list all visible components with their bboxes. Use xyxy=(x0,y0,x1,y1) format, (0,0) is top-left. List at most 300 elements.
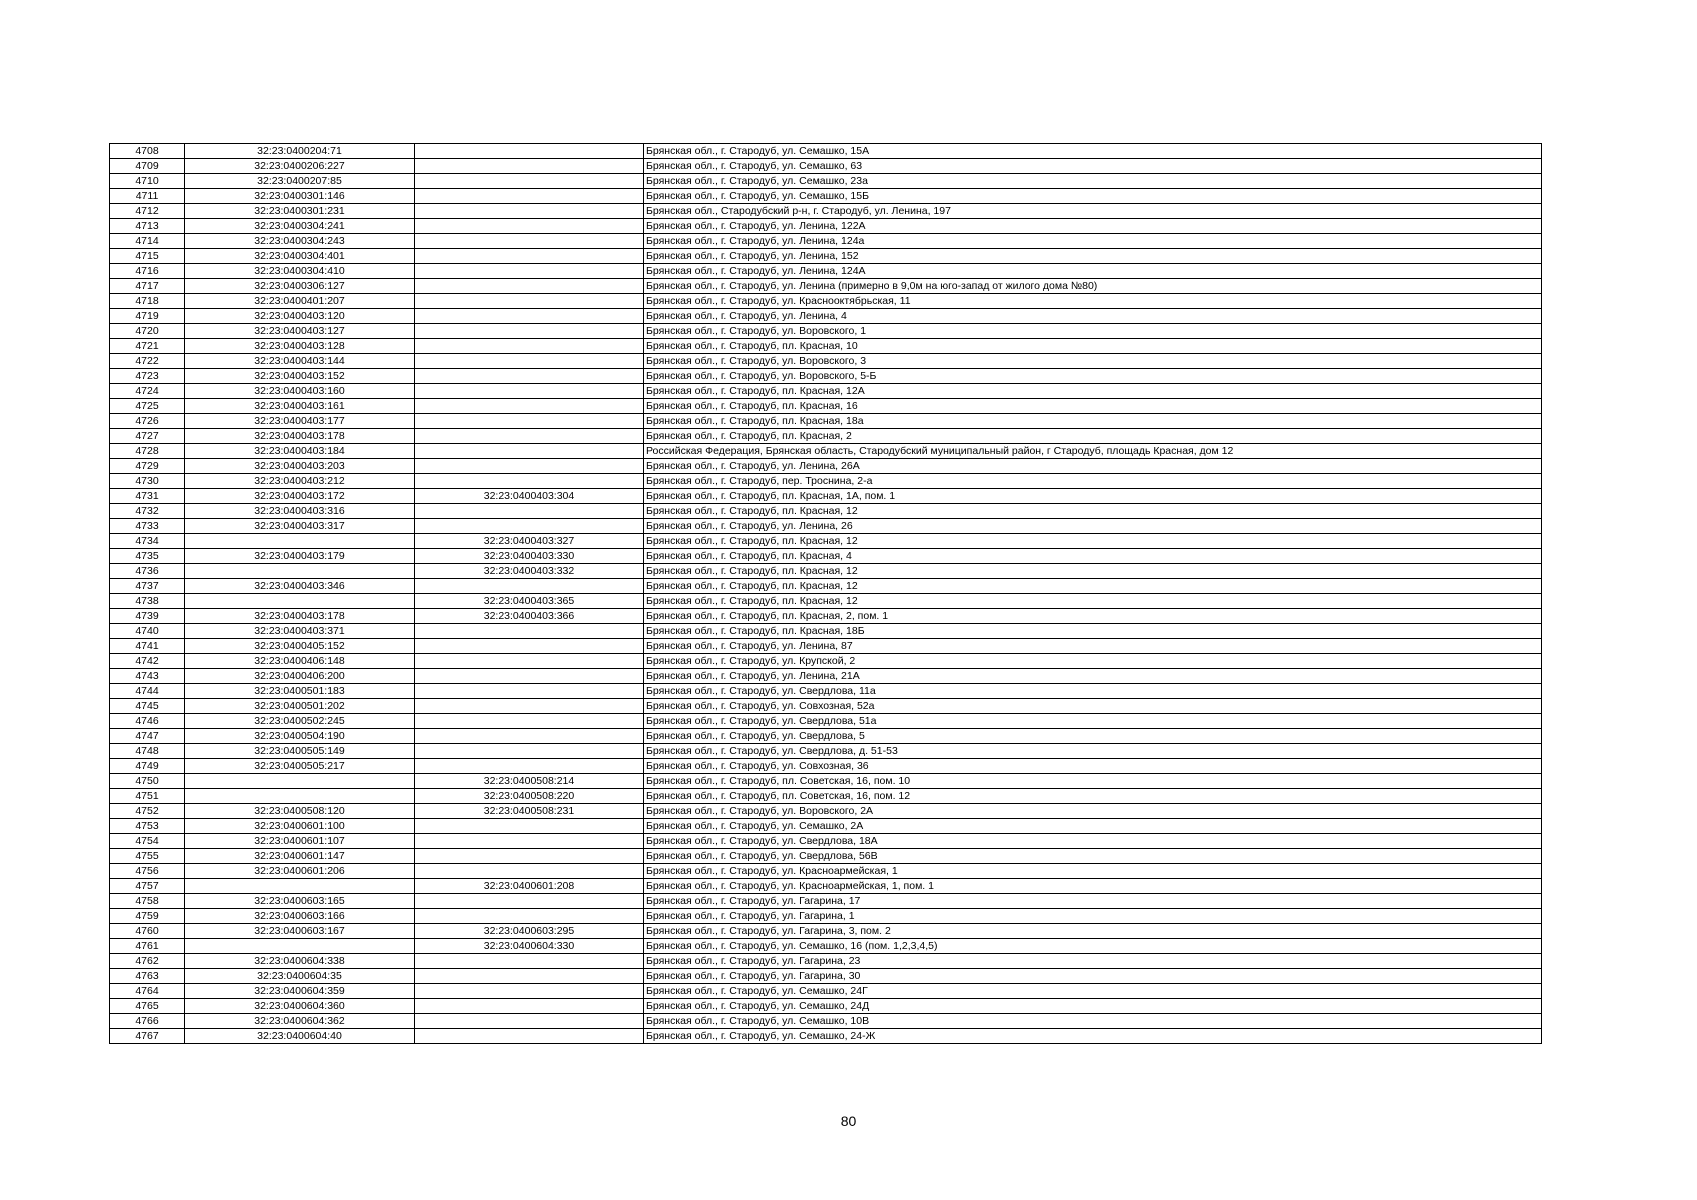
row-number-cell: 4751 xyxy=(110,789,185,804)
page-number: 80 xyxy=(840,1113,857,1129)
cadastral-number-cell: 32:23:0400301:146 xyxy=(185,189,415,204)
cadastral-number-cell: 32:23:0400604:40 xyxy=(185,1029,415,1044)
address-cell: Брянская обл., г. Стародуб, ул. Воровского, 5-Б xyxy=(644,369,1542,384)
address-cell: Брянская обл., г. Стародуб, ул. Совхозная, 52а xyxy=(644,699,1542,714)
address-cell: Брянская обл., г. Стародуб, ул. Семашко, 10В xyxy=(644,1014,1542,1029)
cadastral-number-cell: 32:23:0400304:243 xyxy=(185,234,415,249)
address-cell: Брянская обл., г. Стародуб, ул. Семашко, 24-Ж xyxy=(644,1029,1542,1044)
address-cell: Брянская обл., г. Стародуб, ул. Гагарина, 17 xyxy=(644,894,1542,909)
cadastral-number-cell xyxy=(185,789,415,804)
table-row xyxy=(110,579,1542,594)
cadastral-number-cell xyxy=(185,564,415,579)
cadastral-number-cell xyxy=(185,534,415,549)
row-number-cell: 4758 xyxy=(110,894,185,909)
cadastral-number-2-cell: 32:23:0400508:220 xyxy=(415,789,644,804)
row-number-cell: 4756 xyxy=(110,864,185,879)
cadastral-number-cell xyxy=(185,774,415,789)
row-number-cell: 4730 xyxy=(110,474,185,489)
cadastral-number-cell: 32:23:0400603:165 xyxy=(185,894,415,909)
cadastral-number-cell: 32:23:0400403:177 xyxy=(185,414,415,429)
table-row xyxy=(110,609,1542,624)
table-row xyxy=(110,189,1542,204)
cadastral-number-2-cell xyxy=(415,324,644,339)
row-number-cell: 4747 xyxy=(110,729,185,744)
cadastral-number-2-cell xyxy=(415,144,644,159)
table-row xyxy=(110,669,1542,684)
cadastral-number-2-cell: 32:23:0400403:332 xyxy=(415,564,644,579)
cadastral-number-cell: 32:23:0400304:241 xyxy=(185,219,415,234)
cadastral-number-2-cell xyxy=(415,264,644,279)
cadastral-number-2-cell xyxy=(415,309,644,324)
cadastral-number-cell: 32:23:0400403:203 xyxy=(185,459,415,474)
cadastral-number-cell: 32:23:0400403:371 xyxy=(185,624,415,639)
cadastral-number-2-cell xyxy=(415,429,644,444)
address-cell: Брянская обл., г. Стародуб, ул. Свердлова, 56В xyxy=(644,849,1542,864)
table-row xyxy=(110,249,1542,264)
cadastral-number-2-cell xyxy=(415,984,644,999)
address-cell: Брянская обл., г. Стародуб, ул. Воровского, 1 xyxy=(644,324,1542,339)
table-body xyxy=(110,144,1542,1044)
address-cell: Брянская обл., г. Стародуб, ул. Свердлова, д. 51-53 xyxy=(644,744,1542,759)
row-number-cell: 4740 xyxy=(110,624,185,639)
cadastral-number-cell: 32:23:0400403:346 xyxy=(185,579,415,594)
cadastral-number-2-cell xyxy=(415,354,644,369)
cadastral-number-2-cell xyxy=(415,969,644,984)
cadastral-number-cell: 32:23:0400603:166 xyxy=(185,909,415,924)
address-cell: Брянская обл., г. Стародуб, ул. Ленина, 124а xyxy=(644,234,1542,249)
address-cell: Брянская обл., г. Стародуб, ул. Свердлова, 18А xyxy=(644,834,1542,849)
table-row xyxy=(110,999,1542,1014)
cadastral-number-cell: 32:23:0400505:217 xyxy=(185,759,415,774)
table-row xyxy=(110,954,1542,969)
cadastral-number-2-cell xyxy=(415,1014,644,1029)
row-number-cell: 4755 xyxy=(110,849,185,864)
row-number-cell: 4712 xyxy=(110,204,185,219)
table-row xyxy=(110,279,1542,294)
row-number-cell: 4716 xyxy=(110,264,185,279)
address-cell: Брянская обл., г. Стародуб, пер. Троснина, 2-а xyxy=(644,474,1542,489)
cadastral-number-cell: 32:23:0400403:178 xyxy=(185,429,415,444)
row-number-cell: 4722 xyxy=(110,354,185,369)
table-row xyxy=(110,309,1542,324)
row-number-cell: 4725 xyxy=(110,399,185,414)
address-cell: Брянская обл., г. Стародуб, ул. Семашко, 15А xyxy=(644,144,1542,159)
cadastral-number-2-cell xyxy=(415,504,644,519)
row-number-cell: 4766 xyxy=(110,1014,185,1029)
cadastral-number-cell: 32:23:0400403:184 xyxy=(185,444,415,459)
address-cell: Брянская обл., г. Стародуб, пл. Красная, 1А, пом. 1 xyxy=(644,489,1542,504)
address-cell: Брянская обл., г. Стародуб, пл. Советская, 16, пом. 12 xyxy=(644,789,1542,804)
row-number-cell: 4718 xyxy=(110,294,185,309)
address-cell: Брянская обл., г. Стародуб, ул. Ленина, 21А xyxy=(644,669,1542,684)
row-number-cell: 4738 xyxy=(110,594,185,609)
cadastral-number-2-cell xyxy=(415,459,644,474)
table-row xyxy=(110,324,1542,339)
row-number-cell: 4767 xyxy=(110,1029,185,1044)
cadastral-number-2-cell xyxy=(415,834,644,849)
cadastral-number-2-cell xyxy=(415,384,644,399)
cadastral-number-cell: 32:23:0400604:362 xyxy=(185,1014,415,1029)
address-cell: Брянская обл., г. Стародуб, ул. Ленина, 152 xyxy=(644,249,1542,264)
table-row xyxy=(110,774,1542,789)
table-row xyxy=(110,714,1542,729)
table-row xyxy=(110,204,1542,219)
cadastral-number-cell: 32:23:0400502:245 xyxy=(185,714,415,729)
cadastral-number-2-cell xyxy=(415,519,644,534)
table-row xyxy=(110,849,1542,864)
table-row xyxy=(110,369,1542,384)
cadastral-number-cell: 32:23:0400204:71 xyxy=(185,144,415,159)
cadastral-number-cell xyxy=(185,594,415,609)
row-number-cell: 4752 xyxy=(110,804,185,819)
cadastral-number-cell: 32:23:0400403:144 xyxy=(185,354,415,369)
cadastral-number-2-cell xyxy=(415,414,644,429)
cadastral-number-cell: 32:23:0400403:128 xyxy=(185,339,415,354)
cadastral-number-2-cell: 32:23:0400601:208 xyxy=(415,879,644,894)
cadastral-number-2-cell xyxy=(415,249,644,264)
cadastral-number-2-cell: 32:23:0400604:330 xyxy=(415,939,644,954)
cadastral-number-2-cell xyxy=(415,279,644,294)
address-cell: Брянская обл., г. Стародуб, ул. Семашко, 16 (пом. 1,2,3,4,5) xyxy=(644,939,1542,954)
table-row xyxy=(110,804,1542,819)
cadastral-number-2-cell xyxy=(415,759,644,774)
address-cell: Брянская обл., г. Стародуб, пл. Красная, 2, пом. 1 xyxy=(644,609,1542,624)
row-number-cell: 4736 xyxy=(110,564,185,579)
row-number-cell: 4748 xyxy=(110,744,185,759)
cadastral-number-cell: 32:23:0400403:160 xyxy=(185,384,415,399)
table-row xyxy=(110,639,1542,654)
address-cell: Брянская обл., г. Стародуб, ул. Семашко, 2А xyxy=(644,819,1542,834)
cadastral-number-2-cell xyxy=(415,234,644,249)
row-number-cell: 4717 xyxy=(110,279,185,294)
table-row xyxy=(110,879,1542,894)
address-cell: Брянская обл., г. Стародуб, ул. Гагарина, 30 xyxy=(644,969,1542,984)
cadastral-number-cell: 32:23:0400604:359 xyxy=(185,984,415,999)
cadastral-number-cell: 32:23:0400401:207 xyxy=(185,294,415,309)
table-row xyxy=(110,594,1542,609)
cadastral-number-cell: 32:23:0400403:316 xyxy=(185,504,415,519)
address-cell: Брянская обл., г. Стародуб, пл. Красная, 12А xyxy=(644,384,1542,399)
table-row xyxy=(110,819,1542,834)
cadastral-number-2-cell xyxy=(415,819,644,834)
cadastral-number-cell: 32:23:0400403:212 xyxy=(185,474,415,489)
address-cell: Брянская обл., г. Стародуб, ул. Свердлова, 51а xyxy=(644,714,1542,729)
cadastral-number-2-cell xyxy=(415,669,644,684)
address-cell: Брянская обл., г. Стародуб, ул. Семашко, 24Г xyxy=(644,984,1542,999)
cadastral-number-2-cell xyxy=(415,654,644,669)
row-number-cell: 4720 xyxy=(110,324,185,339)
address-cell: Брянская обл., г. Стародуб, ул. Ленина, 122А xyxy=(644,219,1542,234)
cadastral-number-cell: 32:23:0400207:85 xyxy=(185,174,415,189)
cadastral-number-cell: 32:23:0400601:147 xyxy=(185,849,415,864)
address-cell: Брянская обл., г. Стародуб, ул. Красноармейская, 1, пом. 1 xyxy=(644,879,1542,894)
address-cell: Брянская обл., г. Стародуб, ул. Ленина, 124А xyxy=(644,264,1542,279)
table-row xyxy=(110,789,1542,804)
table-row xyxy=(110,729,1542,744)
row-number-cell: 4762 xyxy=(110,954,185,969)
cadastral-number-2-cell xyxy=(415,294,644,309)
address-cell: Брянская обл., г. Стародуб, пл. Красная, 12 xyxy=(644,594,1542,609)
row-number-cell: 4724 xyxy=(110,384,185,399)
table-row xyxy=(110,909,1542,924)
row-number-cell: 4741 xyxy=(110,639,185,654)
address-cell: Брянская обл., г. Стародуб, ул. Воровского, 3 xyxy=(644,354,1542,369)
row-number-cell: 4743 xyxy=(110,669,185,684)
address-cell: Брянская обл., г. Стародуб, ул. Гагарина, 1 xyxy=(644,909,1542,924)
row-number-cell: 4708 xyxy=(110,144,185,159)
cadastral-number-2-cell xyxy=(415,339,644,354)
cadastral-number-2-cell: 32:23:0400403:327 xyxy=(415,534,644,549)
cadastral-number-2-cell xyxy=(415,174,644,189)
cadastral-number-2-cell xyxy=(415,189,644,204)
table-row xyxy=(110,159,1542,174)
address-cell: Брянская обл., г. Стародуб, ул. Совхозная, 36 xyxy=(644,759,1542,774)
row-number-cell: 4744 xyxy=(110,684,185,699)
address-cell: Брянская обл., г. Стародуб, пл. Красная, 16 xyxy=(644,399,1542,414)
table-row xyxy=(110,744,1542,759)
table-row xyxy=(110,684,1542,699)
table-row xyxy=(110,939,1542,954)
cadastral-number-2-cell: 32:23:0400403:330 xyxy=(415,549,644,564)
cadastral-number-cell: 32:23:0400405:152 xyxy=(185,639,415,654)
cadastral-number-cell: 32:23:0400403:127 xyxy=(185,324,415,339)
cadastral-number-cell: 32:23:0400501:202 xyxy=(185,699,415,714)
row-number-cell: 4742 xyxy=(110,654,185,669)
table-row xyxy=(110,474,1542,489)
row-number-cell: 4760 xyxy=(110,924,185,939)
row-number-cell: 4729 xyxy=(110,459,185,474)
table-row xyxy=(110,234,1542,249)
cadastral-number-2-cell xyxy=(415,849,644,864)
address-cell: Брянская обл., г. Стародуб, ул. Семашко, 24Д xyxy=(644,999,1542,1014)
cadastral-number-cell: 32:23:0400604:338 xyxy=(185,954,415,969)
address-cell: Брянская обл., г. Стародуб, пл. Красная, 2 xyxy=(644,429,1542,444)
row-number-cell: 4757 xyxy=(110,879,185,894)
row-number-cell: 4746 xyxy=(110,714,185,729)
cadastral-number-cell: 32:23:0400206:227 xyxy=(185,159,415,174)
address-cell: Брянская обл., Стародубский р-н, г. Стародуб, ул. Ленина, 197 xyxy=(644,204,1542,219)
table-row xyxy=(110,1029,1542,1044)
row-number-cell: 4732 xyxy=(110,504,185,519)
cadastral-number-cell: 32:23:0400403:161 xyxy=(185,399,415,414)
cadastral-number-cell: 32:23:0400306:127 xyxy=(185,279,415,294)
cadastral-number-2-cell: 32:23:0400508:231 xyxy=(415,804,644,819)
cadastral-number-2-cell xyxy=(415,399,644,414)
cadastral-number-cell: 32:23:0400403:152 xyxy=(185,369,415,384)
row-number-cell: 4745 xyxy=(110,699,185,714)
row-number-cell: 4759 xyxy=(110,909,185,924)
table-row xyxy=(110,429,1542,444)
address-cell: Брянская обл., г. Стародуб, ул. Гагарина, 3, пом. 2 xyxy=(644,924,1542,939)
address-cell: Брянская обл., г. Стародуб, ул. Семашко, 15Б xyxy=(644,189,1542,204)
cadastral-number-2-cell xyxy=(415,624,644,639)
cadastral-number-cell: 32:23:0400403:172 xyxy=(185,489,415,504)
row-number-cell: 4711 xyxy=(110,189,185,204)
row-number-cell: 4754 xyxy=(110,834,185,849)
cadastral-number-cell: 32:23:0400604:35 xyxy=(185,969,415,984)
table-row xyxy=(110,414,1542,429)
cadastral-number-cell: 32:23:0400403:317 xyxy=(185,519,415,534)
row-number-cell: 4750 xyxy=(110,774,185,789)
cadastral-number-2-cell xyxy=(415,894,644,909)
cadastral-table xyxy=(109,143,1542,1044)
table-row xyxy=(110,339,1542,354)
table-row xyxy=(110,654,1542,669)
address-cell: Брянская обл., г. Стародуб, пл. Красная, 10 xyxy=(644,339,1542,354)
cadastral-number-cell: 32:23:0400304:401 xyxy=(185,249,415,264)
table-row xyxy=(110,984,1542,999)
cadastral-number-2-cell: 32:23:0400508:214 xyxy=(415,774,644,789)
row-number-cell: 4735 xyxy=(110,549,185,564)
cadastral-number-2-cell xyxy=(415,954,644,969)
cadastral-number-2-cell: 32:23:0400403:304 xyxy=(415,489,644,504)
cadastral-number-cell: 32:23:0400403:178 xyxy=(185,609,415,624)
row-number-cell: 4761 xyxy=(110,939,185,954)
table-row xyxy=(110,864,1542,879)
table-row xyxy=(110,174,1542,189)
cadastral-number-2-cell xyxy=(415,444,644,459)
address-cell: Брянская обл., г. Стародуб, ул. Красноармейская, 1 xyxy=(644,864,1542,879)
row-number-cell: 4710 xyxy=(110,174,185,189)
address-cell: Российская Федерация, Брянская область, Стародубский муниципальный район, г Стародуб, площадь Красная, дом 12 xyxy=(644,444,1542,459)
address-cell: Брянская обл., г. Стародуб, ул. Ленина, 26 xyxy=(644,519,1542,534)
address-cell: Брянская обл., г. Стародуб, ул. Краснооктябрьская, 11 xyxy=(644,294,1542,309)
address-cell: Брянская обл., г. Стародуб, ул. Ленина, 26А xyxy=(644,459,1542,474)
table-row xyxy=(110,219,1542,234)
cadastral-number-2-cell xyxy=(415,744,644,759)
address-cell: Брянская обл., г. Стародуб, пл. Красная, 12 xyxy=(644,504,1542,519)
cadastral-number-cell: 32:23:0400501:183 xyxy=(185,684,415,699)
row-number-cell: 4764 xyxy=(110,984,185,999)
row-number-cell: 4714 xyxy=(110,234,185,249)
row-number-cell: 4727 xyxy=(110,429,185,444)
cadastral-number-cell: 32:23:0400604:360 xyxy=(185,999,415,1014)
address-cell: Брянская обл., г. Стародуб, ул. Ленина (примерно в 9,0м на юго-запад от жилого дома №80) xyxy=(644,279,1542,294)
address-cell: Брянская обл., г. Стародуб, ул. Гагарина, 23 xyxy=(644,954,1542,969)
address-cell: Брянская обл., г. Стародуб, пл. Красная, 12 xyxy=(644,534,1542,549)
row-number-cell: 4737 xyxy=(110,579,185,594)
cadastral-number-cell: 32:23:0400505:149 xyxy=(185,744,415,759)
table-row xyxy=(110,699,1542,714)
address-cell: Брянская обл., г. Стародуб, ул. Воровского, 2А xyxy=(644,804,1542,819)
cadastral-number-cell: 32:23:0400508:120 xyxy=(185,804,415,819)
table-row xyxy=(110,399,1542,414)
cadastral-number-cell: 32:23:0400601:206 xyxy=(185,864,415,879)
cadastral-number-cell: 32:23:0400301:231 xyxy=(185,204,415,219)
table-row xyxy=(110,264,1542,279)
row-number-cell: 4739 xyxy=(110,609,185,624)
table-row xyxy=(110,384,1542,399)
address-cell: Брянская обл., г. Стародуб, пл. Красная, 18Б xyxy=(644,624,1542,639)
address-cell: Брянская обл., г. Стародуб, ул. Свердлова, 11а xyxy=(644,684,1542,699)
row-number-cell: 4709 xyxy=(110,159,185,174)
cadastral-number-cell xyxy=(185,879,415,894)
table-row xyxy=(110,459,1542,474)
table-row xyxy=(110,294,1542,309)
cadastral-number-cell: 32:23:0400304:410 xyxy=(185,264,415,279)
cadastral-number-2-cell xyxy=(415,369,644,384)
table-row xyxy=(110,519,1542,534)
table-row xyxy=(110,504,1542,519)
address-cell: Брянская обл., г. Стародуб, ул. Крупской, 2 xyxy=(644,654,1542,669)
address-cell: Брянская обл., г. Стародуб, ул. Ленина, 4 xyxy=(644,309,1542,324)
table-row xyxy=(110,759,1542,774)
cadastral-number-2-cell: 32:23:0400403:366 xyxy=(415,609,644,624)
row-number-cell: 4753 xyxy=(110,819,185,834)
row-number-cell: 4723 xyxy=(110,369,185,384)
table-row xyxy=(110,969,1542,984)
cadastral-number-2-cell xyxy=(415,909,644,924)
cadastral-number-2-cell xyxy=(415,729,644,744)
cadastral-number-2-cell xyxy=(415,714,644,729)
cadastral-number-2-cell xyxy=(415,579,644,594)
table-row xyxy=(110,564,1542,579)
row-number-cell: 4728 xyxy=(110,444,185,459)
cadastral-number-2-cell xyxy=(415,1029,644,1044)
row-number-cell: 4713 xyxy=(110,219,185,234)
table-row xyxy=(110,924,1542,939)
cadastral-number-cell: 32:23:0400603:167 xyxy=(185,924,415,939)
table-row xyxy=(110,1014,1542,1029)
address-cell: Брянская обл., г. Стародуб, ул. Свердлова, 5 xyxy=(644,729,1542,744)
cadastral-number-2-cell: 32:23:0400403:365 xyxy=(415,594,644,609)
row-number-cell: 4734 xyxy=(110,534,185,549)
row-number-cell: 4733 xyxy=(110,519,185,534)
table-row xyxy=(110,894,1542,909)
cadastral-number-cell: 32:23:0400406:148 xyxy=(185,654,415,669)
cadastral-number-cell: 32:23:0400601:100 xyxy=(185,819,415,834)
cadastral-number-cell: 32:23:0400406:200 xyxy=(185,669,415,684)
address-cell: Брянская обл., г. Стародуб, пл. Красная, 12 xyxy=(644,564,1542,579)
cadastral-number-2-cell xyxy=(415,684,644,699)
cadastral-number-2-cell xyxy=(415,639,644,654)
cadastral-number-2-cell xyxy=(415,699,644,714)
address-cell: Брянская обл., г. Стародуб, ул. Семашко, 23а xyxy=(644,174,1542,189)
table-row xyxy=(110,489,1542,504)
row-number-cell: 4763 xyxy=(110,969,185,984)
row-number-cell: 4765 xyxy=(110,999,185,1014)
cadastral-number-2-cell xyxy=(415,204,644,219)
cadastral-number-cell: 32:23:0400403:179 xyxy=(185,549,415,564)
cadastral-number-cell xyxy=(185,939,415,954)
row-number-cell: 4731 xyxy=(110,489,185,504)
address-cell: Брянская обл., г. Стародуб, пл. Красная, 12 xyxy=(644,579,1542,594)
row-number-cell: 4726 xyxy=(110,414,185,429)
cadastral-number-cell: 32:23:0400601:107 xyxy=(185,834,415,849)
table-row xyxy=(110,354,1542,369)
address-cell: Брянская обл., г. Стародуб, пл. Красная, 4 xyxy=(644,549,1542,564)
table-row xyxy=(110,624,1542,639)
row-number-cell: 4719 xyxy=(110,309,185,324)
table-row xyxy=(110,144,1542,159)
table-row xyxy=(110,444,1542,459)
row-number-cell: 4715 xyxy=(110,249,185,264)
address-cell: Брянская обл., г. Стародуб, пл. Красная, 18а xyxy=(644,414,1542,429)
row-number-cell: 4749 xyxy=(110,759,185,774)
cadastral-number-2-cell xyxy=(415,219,644,234)
cadastral-number-2-cell xyxy=(415,999,644,1014)
table-row xyxy=(110,534,1542,549)
cadastral-number-2-cell: 32:23:0400603:295 xyxy=(415,924,644,939)
table-row xyxy=(110,549,1542,564)
cadastral-number-cell: 32:23:0400403:120 xyxy=(185,309,415,324)
cadastral-number-2-cell xyxy=(415,864,644,879)
address-cell: Брянская обл., г. Стародуб, ул. Семашко, 63 xyxy=(644,159,1542,174)
address-cell: Брянская обл., г. Стародуб, пл. Советская, 16, пом. 10 xyxy=(644,774,1542,789)
cadastral-number-2-cell xyxy=(415,474,644,489)
address-cell: Брянская обл., г. Стародуб, ул. Ленина, 87 xyxy=(644,639,1542,654)
table-row xyxy=(110,834,1542,849)
